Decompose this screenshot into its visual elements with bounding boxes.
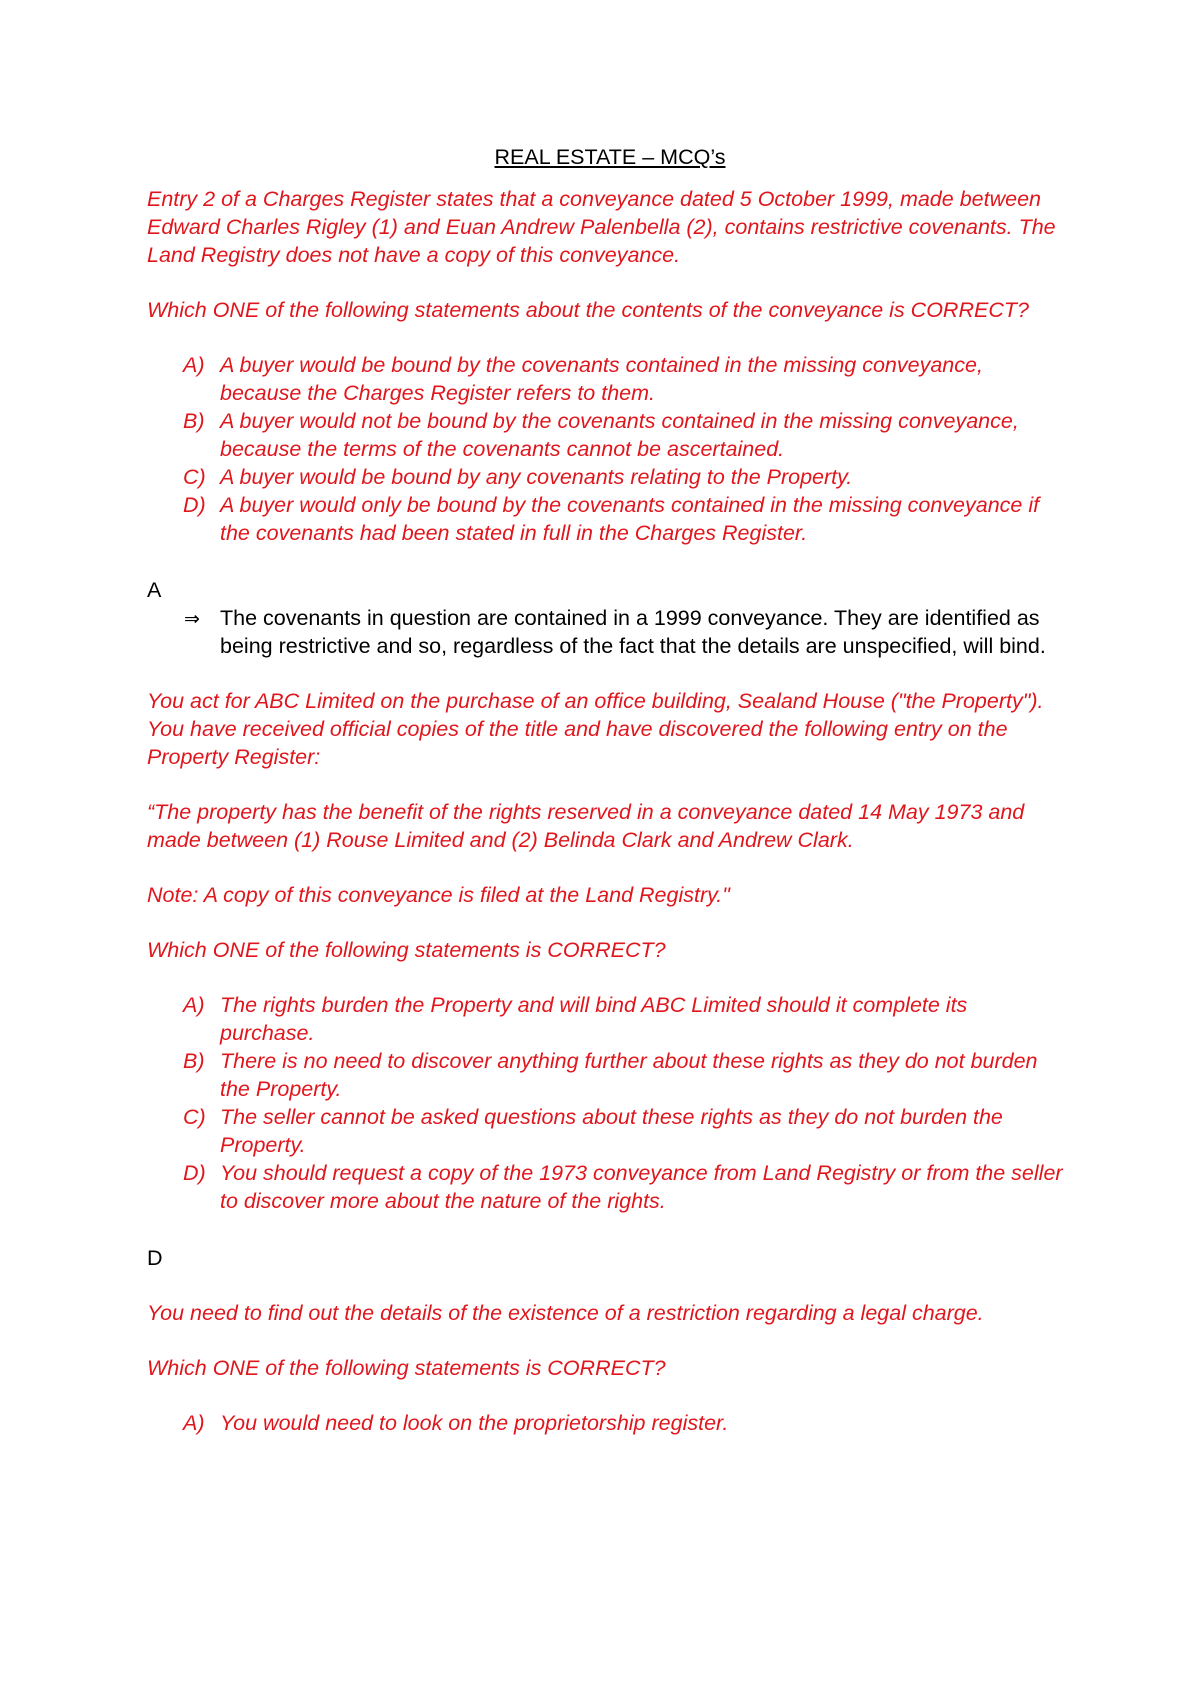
option-letter: A) <box>183 353 205 377</box>
question-2-answer: D <box>147 1246 163 1270</box>
document-page <box>147 143 1067 1466</box>
question-1-option-b <box>147 407 1067 463</box>
question-2-stem: You act for ABC Limited on the purchase of an office building, Sealand House ("the Property"). You have received official copies of the title and have discovered the following entry on the Property Register: <box>147 689 1044 769</box>
question-3-prompt: Which ONE of the following statements is CORRECT? <box>147 1356 666 1380</box>
option-letter: B) <box>183 1049 205 1073</box>
question-2-option-d <box>147 1159 1067 1215</box>
question-2-option-a <box>147 991 1067 1047</box>
option-text: A buyer would only be bound by the covenants contained in the missing conveyance if the covenants had been stated in full in the Charges Register. <box>220 493 1040 545</box>
option-text: You should request a copy of the 1973 conveyance from Land Registry or from the seller to discover more about the nature of the rights. <box>220 1161 1063 1213</box>
question-2-option-b <box>147 1047 1067 1103</box>
option-text: A buyer would be bound by any covenants relating to the Property. <box>220 465 853 489</box>
option-letter: D) <box>183 493 206 517</box>
question-1-stem: Entry 2 of a Charges Register states that a conveyance dated 5 October 1999, made between Edward Charles Rigley (1) and Euan Andrew Palenbella (2), contains restrictive covenants. The Land Registry does not have a copy of this conveyance. <box>147 187 1056 267</box>
question-1-options <box>147 351 1067 547</box>
question-2-options <box>147 991 1067 1215</box>
question-1-prompt: Which ONE of the following statements about the contents of the conveyance is CORRECT? <box>147 298 1029 322</box>
question-2-option-c <box>147 1103 1067 1159</box>
implies-arrow-icon: ⇒ <box>184 608 200 630</box>
option-text: A buyer would not be bound by the covenants contained in the missing conveyance, because the terms of the covenants cannot be ascertained. <box>220 409 1019 461</box>
question-1-option-a <box>147 351 1067 407</box>
option-letter: A) <box>183 993 205 1017</box>
question-2-quote: “The property has the benefit of the rights reserved in a conveyance dated 14 May 1973 and made between (1) Rouse Limited and (2) Belinda Clark and Andrew Clark. <box>147 800 1025 852</box>
page-title: REAL ESTATE – MCQ’s <box>494 145 726 169</box>
option-text: A buyer would be bound by the covenants contained in the missing conveyance, because the Charges Register refers to them. <box>220 353 983 405</box>
explanation-text: The covenants in question are contained in a 1999 conveyance. They are identified as being restrictive and so, regardless of the fact that the details are unspecified, will bind. <box>220 606 1046 658</box>
option-letter: A) <box>183 1411 205 1435</box>
option-letter: C) <box>183 465 206 489</box>
option-text: You would need to look on the proprietorship register. <box>220 1411 729 1435</box>
option-letter: D) <box>183 1161 206 1185</box>
question-1-option-c <box>147 463 1067 491</box>
question-2-note: Note: A copy of this conveyance is filed at the Land Registry." <box>147 883 730 907</box>
question-1-answer: A <box>147 578 162 602</box>
question-3-options <box>147 1409 1067 1437</box>
option-text: The seller cannot be asked questions about these rights as they do not burden the Property. <box>220 1105 1003 1157</box>
option-text: There is no need to discover anything further about these rights as they do not burden the Property. <box>220 1049 1038 1101</box>
question-1-option-d <box>147 491 1067 547</box>
question-3-option-a <box>147 1409 1067 1437</box>
question-1-explanation <box>147 604 1067 660</box>
option-letter: C) <box>183 1105 206 1129</box>
question-2-prompt: Which ONE of the following statements is CORRECT? <box>147 938 666 962</box>
option-letter: B) <box>183 409 205 433</box>
question-3-stem: You need to find out the details of the existence of a restriction regarding a legal charge. <box>147 1301 984 1325</box>
option-text: The rights burden the Property and will bind ABC Limited should it complete its purchase. <box>220 993 968 1045</box>
